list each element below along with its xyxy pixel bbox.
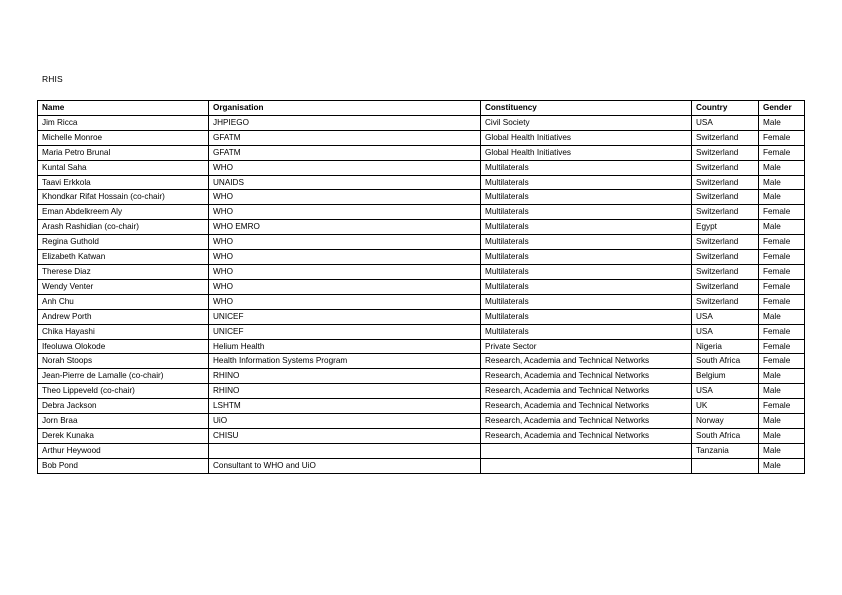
table-body [38,115,805,473]
cell-constituency: Multilaterals [481,190,692,205]
cell-name: Arthur Heywood [38,443,209,458]
cell-name: Kuntal Saha [38,160,209,175]
cell-gender: Female [759,324,805,339]
cell-gender: Male [759,309,805,324]
cell-country: Norway [692,414,759,429]
table-row [38,130,805,145]
table-row [38,264,805,279]
cell-organisation: WHO [209,294,481,309]
cell-constituency: Multilaterals [481,205,692,220]
cell-country: South Africa [692,428,759,443]
cell-country: Switzerland [692,235,759,250]
table-row [38,354,805,369]
cell-gender: Female [759,279,805,294]
cell-constituency: Research, Academia and Technical Networks [481,354,692,369]
cell-organisation: WHO [209,205,481,220]
table-header-row [38,101,805,116]
cell-gender: Female [759,205,805,220]
cell-name: Arash Rashidian (co-chair) [38,220,209,235]
table-row [38,115,805,130]
members-table [37,100,805,474]
cell-gender: Male [759,384,805,399]
cell-name: Theo Lippeveld (co-chair) [38,384,209,399]
cell-name: Derek Kunaka [38,428,209,443]
cell-country: Switzerland [692,160,759,175]
cell-name: Anh Chu [38,294,209,309]
cell-name: Jim Ricca [38,115,209,130]
cell-name: Regina Guthold [38,235,209,250]
cell-country: Tanzania [692,443,759,458]
table-row [38,428,805,443]
cell-country: Switzerland [692,294,759,309]
cell-organisation: RHINO [209,369,481,384]
cell-constituency: Multilaterals [481,279,692,294]
cell-gender: Male [759,458,805,473]
cell-gender: Male [759,414,805,429]
cell-country: Egypt [692,220,759,235]
cell-constituency: Multilaterals [481,160,692,175]
cell-gender: Female [759,354,805,369]
table-row [38,399,805,414]
table-row [38,339,805,354]
cell-country: Switzerland [692,264,759,279]
cell-organisation: WHO [209,235,481,250]
table-row [38,160,805,175]
cell-country: Switzerland [692,145,759,160]
table-row [38,384,805,399]
cell-gender: Female [759,294,805,309]
cell-name: Ifeoluwa Olokode [38,339,209,354]
cell-country: USA [692,115,759,130]
cell-gender: Female [759,250,805,265]
cell-country: Switzerland [692,130,759,145]
cell-country: Switzerland [692,250,759,265]
cell-organisation: UNICEF [209,309,481,324]
table-row [38,443,805,458]
cell-constituency: Research, Academia and Technical Networks [481,384,692,399]
cell-gender: Male [759,369,805,384]
cell-constituency: Multilaterals [481,264,692,279]
cell-country [692,458,759,473]
cell-gender: Female [759,130,805,145]
cell-gender: Female [759,339,805,354]
cell-name: Eman Abdelkreem Aly [38,205,209,220]
table-row [38,190,805,205]
cell-organisation: WHO [209,190,481,205]
cell-name: Therese Diaz [38,264,209,279]
table-row [38,250,805,265]
cell-constituency: Research, Academia and Technical Networks [481,369,692,384]
cell-constituency: Research, Academia and Technical Networks [481,399,692,414]
cell-gender: Male [759,428,805,443]
cell-name: Debra Jackson [38,399,209,414]
cell-organisation: UNICEF [209,324,481,339]
cell-constituency: Multilaterals [481,309,692,324]
cell-constituency [481,443,692,458]
cell-name: Chika Hayashi [38,324,209,339]
cell-country: Switzerland [692,190,759,205]
cell-gender: Female [759,145,805,160]
cell-constituency: Multilaterals [481,175,692,190]
cell-gender: Female [759,235,805,250]
cell-country: USA [692,384,759,399]
cell-gender: Male [759,443,805,458]
cell-gender: Male [759,160,805,175]
header-gender: Gender [759,101,805,116]
table-row [38,309,805,324]
cell-name: Jorn Braa [38,414,209,429]
cell-constituency: Civil Society [481,115,692,130]
cell-organisation: WHO [209,250,481,265]
header-name: Name [38,101,209,116]
cell-organisation: CHISU [209,428,481,443]
cell-gender: Male [759,190,805,205]
cell-gender: Female [759,264,805,279]
cell-constituency: Private Sector [481,339,692,354]
table-row [38,324,805,339]
header-constituency: Constituency [481,101,692,116]
cell-name: Bob Pond [38,458,209,473]
cell-gender: Male [759,175,805,190]
cell-name: Jean-Pierre de Lamalle (co-chair) [38,369,209,384]
cell-gender: Female [759,399,805,414]
cell-organisation: LSHTM [209,399,481,414]
cell-organisation: RHINO [209,384,481,399]
cell-constituency: Global Health Initiatives [481,145,692,160]
document-title: RHIS [42,74,63,84]
table-row [38,235,805,250]
cell-constituency: Multilaterals [481,294,692,309]
cell-name: Andrew Porth [38,309,209,324]
cell-organisation: Helium Health [209,339,481,354]
cell-gender: Male [759,220,805,235]
cell-organisation: Consultant to WHO and UiO [209,458,481,473]
cell-constituency [481,458,692,473]
cell-name: Maria Petro Brunal [38,145,209,160]
cell-name: Khondkar Rifat Hossain (co-chair) [38,190,209,205]
cell-name: Michelle Monroe [38,130,209,145]
table-row [38,205,805,220]
table-row [38,414,805,429]
cell-country: USA [692,324,759,339]
cell-name: Taavi Erkkola [38,175,209,190]
table-row [38,175,805,190]
cell-country: USA [692,309,759,324]
cell-country: Switzerland [692,175,759,190]
cell-organisation: WHO [209,264,481,279]
cell-organisation [209,443,481,458]
table-row [38,145,805,160]
cell-constituency: Multilaterals [481,250,692,265]
header-organisation: Organisation [209,101,481,116]
table-row [38,220,805,235]
cell-organisation: GFATM [209,130,481,145]
cell-organisation: UiO [209,414,481,429]
cell-organisation: WHO EMRO [209,220,481,235]
cell-name: Norah Stoops [38,354,209,369]
cell-constituency: Research, Academia and Technical Networks [481,414,692,429]
cell-constituency: Global Health Initiatives [481,130,692,145]
cell-name: Elizabeth Katwan [38,250,209,265]
cell-constituency: Multilaterals [481,235,692,250]
table-row [38,279,805,294]
cell-name: Wendy Venter [38,279,209,294]
table-row [38,369,805,384]
cell-organisation: WHO [209,279,481,294]
cell-organisation: GFATM [209,145,481,160]
cell-country: Switzerland [692,279,759,294]
cell-country: UK [692,399,759,414]
cell-country: Belgium [692,369,759,384]
cell-organisation: Health Information Systems Program [209,354,481,369]
cell-organisation: JHPIEGO [209,115,481,130]
cell-organisation: WHO [209,160,481,175]
table-row [38,294,805,309]
header-country: Country [692,101,759,116]
cell-constituency: Multilaterals [481,220,692,235]
cell-constituency: Multilaterals [481,324,692,339]
cell-constituency: Research, Academia and Technical Networks [481,428,692,443]
cell-gender: Male [759,115,805,130]
cell-country: Nigeria [692,339,759,354]
table-row [38,458,805,473]
cell-country: South Africa [692,354,759,369]
cell-country: Switzerland [692,205,759,220]
cell-organisation: UNAIDS [209,175,481,190]
